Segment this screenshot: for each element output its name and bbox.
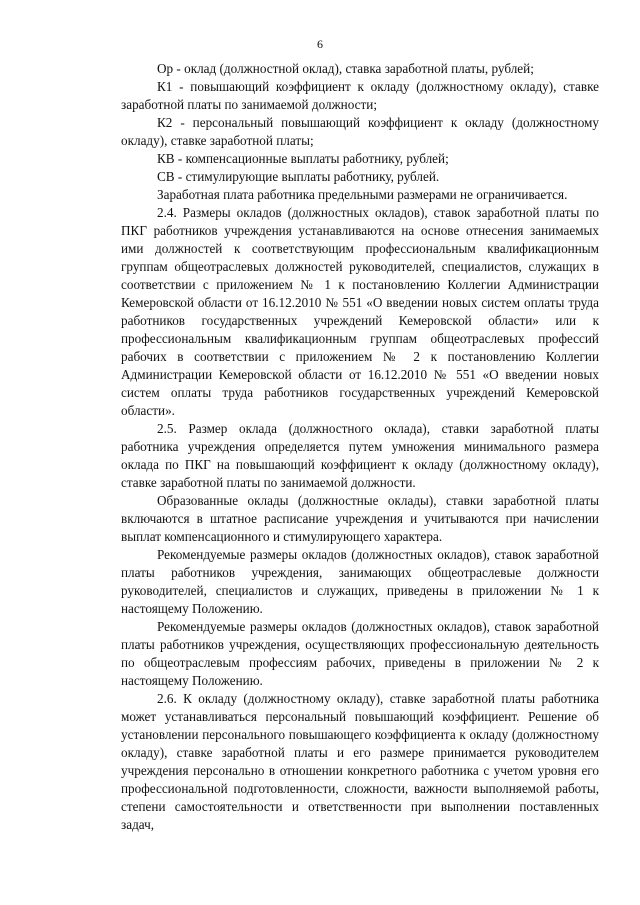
paragraph-appendix-2-reference: Рекомендуемые размеры окладов (должностных окладов), ставок заработной платы работников учреждения, осуществляющих профессиональную деятельность по общеотраслевым профессиям рабочих, приведены в приложении № 2 к настоящему Положению. bbox=[121, 619, 599, 688]
paragraph-sv-definition: СВ - стимулирующие выплаты работнику, рублей. bbox=[157, 169, 440, 184]
paragraph-or-definition: Ор - оклад (должностной оклад), ставка заработной платы, рублей; bbox=[157, 61, 534, 76]
paragraph-formed-salaries: Образованные оклады (должностные оклады), ставки заработной платы включаются в штатное расписание учреждения и учитываются при начислении выплат компенсационного и стимулирующего характера. bbox=[121, 493, 599, 544]
paragraph-salary-limit: Заработная плата работника предельными размерами не ограничивается. bbox=[157, 187, 568, 202]
paragraph-2-6: 2.6. К окладу (должностному окладу), ставке заработной платы работника может устанавливаться персональный повышающий коэффициент. Решение об установлении персонального повышающего коэффициента к окладу (должностному окладу), ставке заработной платы и его размере принимается руководителем учреждения персонально в отношении конкретного работника с учетом уровня его профессиональной подготовленности, сложности, важности выполняемой работы, степени самостоятельности и ответственности при выполнении поставленных задач, bbox=[121, 691, 599, 832]
paragraph-appendix-1-reference: Рекомендуемые размеры окладов (должностных окладов), ставок заработной платы работников учреждения, занимающих общеотраслевые должности руководителей, специалистов и служащих, приведены в приложении № 1 к настоящему Положению. bbox=[121, 547, 599, 616]
paragraph-k2-definition: К2 - персональный повышающий коэффициент к окладу (должностному окладу), ставке заработной платы; bbox=[121, 115, 599, 148]
document-body bbox=[121, 60, 599, 834]
page-number: 6 bbox=[317, 37, 323, 51]
paragraph-2-5: 2.5. Размер оклада (должностного оклада), ставки заработной платы работника учреждения определяется путем умножения минимального размера оклада по ПКГ на повышающий коэффициент к окладу (должностному окладу), ставке заработной платы по занимаемой должности. bbox=[121, 421, 599, 490]
paragraph-k1-definition: К1 - повышающий коэффициент к окладу (должностному окладу), ставке заработной платы по занимаемой должности; bbox=[121, 79, 599, 112]
paragraph-2-4: 2.4. Размеры окладов (должностных окладов), ставок заработной платы по ПКГ работников учреждения устанавливаются на основе отнесения занимаемых ими должностей к соответствующим профессиональным квалификационным группам общеотраслевых должностей руководителей, специалистов, служащих в соответствии с приложением № 1 к постановлению Коллегии Администрации Кемеровской области от 16.12.2010 № 551 «О введении новых систем оплаты труда работников государственных учреждений Кемеровской области» или к профессиональным квалификационным группам общеотраслевых профессий рабочих в соответствии с приложением № 2 к постановлению Коллегии Администрации Кемеровской области от 16.12.2010 № 551 «О введении новых систем оплаты труда работников государственных учреждений Кемеровской области». bbox=[121, 205, 599, 418]
paragraph-kv-definition: КВ - компенсационные выплаты работнику, рублей; bbox=[157, 151, 449, 166]
